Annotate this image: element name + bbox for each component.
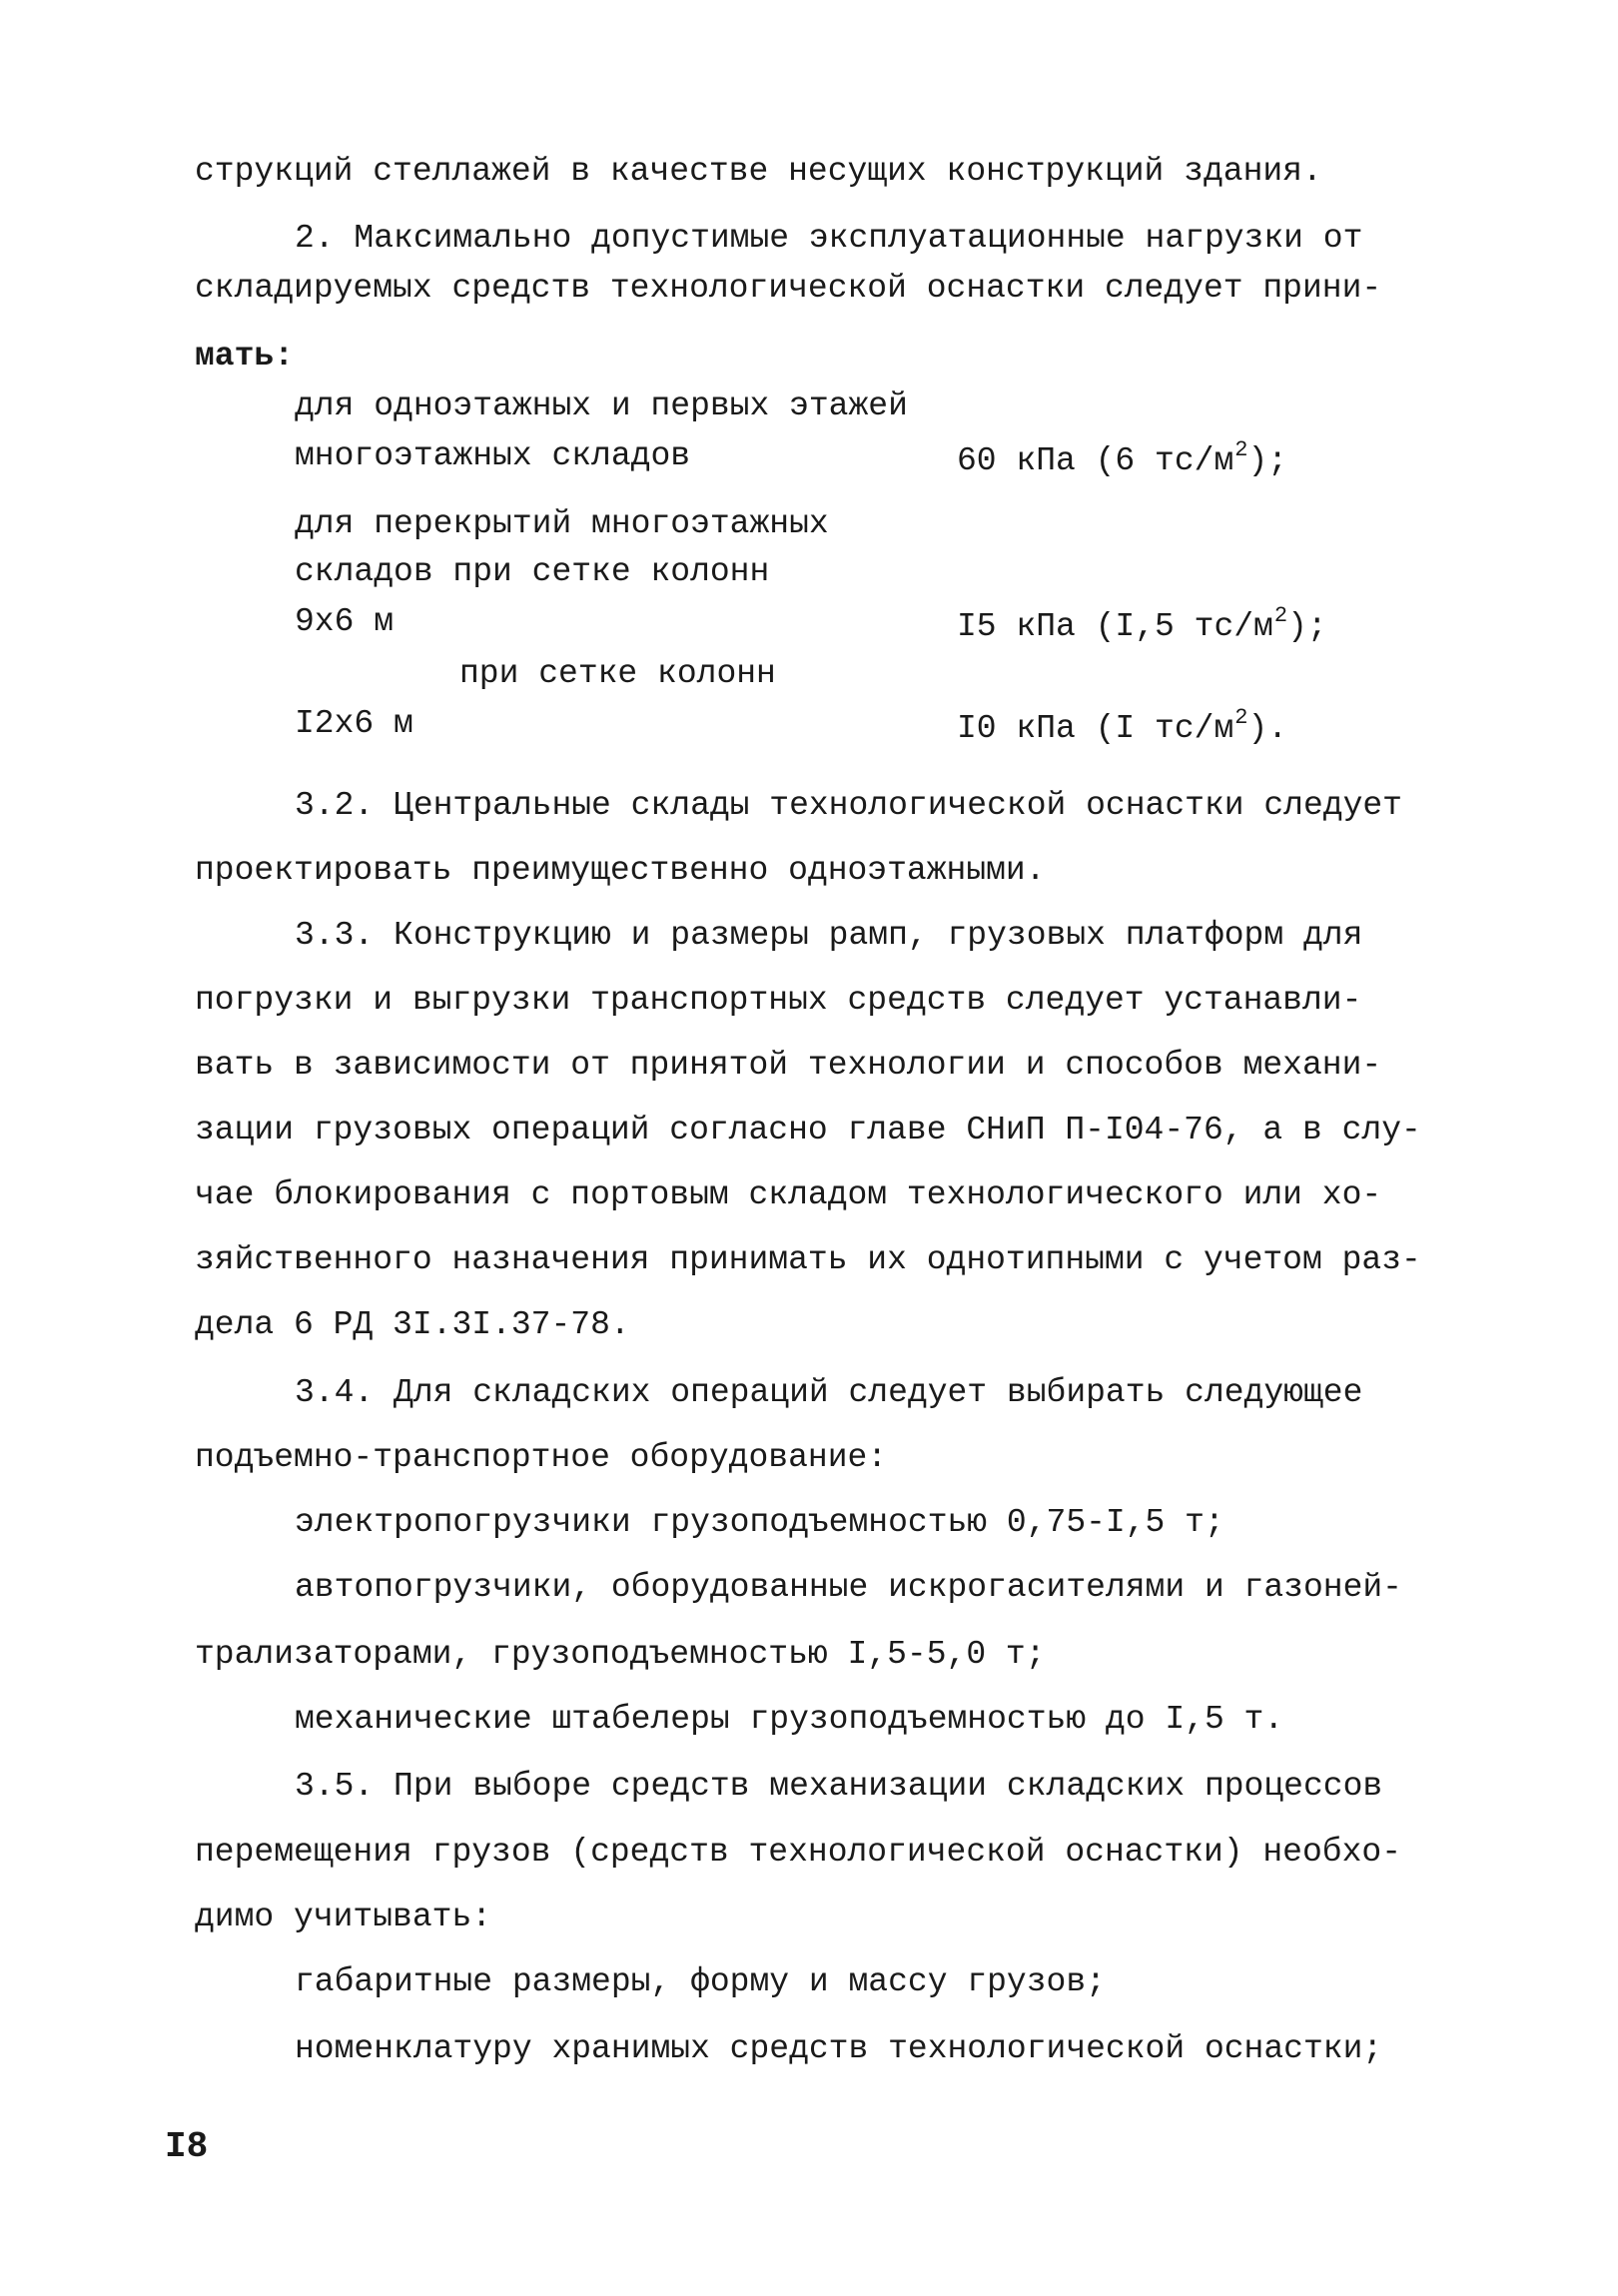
text-line: димо учитывать: <box>195 1899 492 1935</box>
text-line: механические штабелеры грузоподъемностью до I,5 т. <box>295 1701 1284 1738</box>
load-row-label: для перекрытий многоэтажных <box>295 505 829 542</box>
load-row-value: 60 кПа (6 $тс/м^2$); <box>957 437 1288 479</box>
load-row-label: складов при сетке колонн <box>295 553 770 590</box>
text-line: струкций стеллажей в качестве несущих конструкций здания. <box>195 153 1322 190</box>
load-row-label: многоэтажных складов <box>295 437 691 474</box>
text-line: мать: <box>195 338 295 375</box>
text-line: 3.5. При выборе средств механизации складских процессов <box>295 1768 1383 1805</box>
text-line: 2. Максимально допустимые эксплуатационные нагрузки от <box>295 220 1363 257</box>
text-line: зяйственного назначения принимать их однотипными с учетом раз- <box>195 1241 1421 1278</box>
text-line: перемещения грузов (средств технологической оснастки) необхо- <box>195 1834 1401 1871</box>
text-line: чае блокирования с портовым складом технологического или хо- <box>195 1176 1382 1213</box>
load-row-value: I5 кПа (I,5 $тс/м^2$); <box>957 603 1327 645</box>
text-line: 3.4. Для складских операций следует выбирать следующее <box>295 1374 1363 1411</box>
text-line: 3.3. Конструкцию и размеры рамп, грузовых платформ для <box>295 917 1363 954</box>
load-row-label: при сетке колонн <box>459 655 776 692</box>
text-line: зации грузовых операций согласно главе СНиП П-I04-76, а в слу- <box>195 1112 1421 1148</box>
text-line: складируемых средств технологической оснастки следует прини- <box>195 270 1382 307</box>
text-line: вать в зависимости от принятой технологии и способов механи- <box>195 1047 1382 1084</box>
load-row-label: 9х6 м <box>295 603 395 640</box>
text-line: номенклатуру хранимых средств технологической оснастки; <box>295 2030 1383 2067</box>
load-row-label: I2х6 м <box>295 705 413 742</box>
text-line: 3.2. Центральные склады технологической оснастки следует <box>295 787 1402 824</box>
text-line: трализаторами, грузоподъемностью I,5-5,0 т; <box>195 1636 1046 1673</box>
text-line: автопогрузчики, оборудованные искрогасителями и газоней- <box>295 1569 1402 1606</box>
text-line: электропогрузчики грузоподъемностью 0,75-I,5 т; <box>295 1504 1224 1541</box>
text-line: подъемно-транспортное оборудование: <box>195 1439 888 1476</box>
text-line: дела 6 РД 3I.3I.37-78. <box>195 1306 630 1343</box>
text-line: проектировать преимущественно одноэтажными. <box>195 852 1046 889</box>
text-line: погрузки и выгрузки транспортных средств следует устанавли- <box>195 982 1362 1019</box>
load-row-label: для одноэтажных и первых этажей <box>295 387 908 424</box>
page-number: I8 <box>165 2126 209 2167</box>
text-line: габаритные размеры, форму и массу грузов; <box>295 1963 1106 2000</box>
load-row-value: I0 кПа (I $тс/м^2$). <box>957 705 1288 747</box>
